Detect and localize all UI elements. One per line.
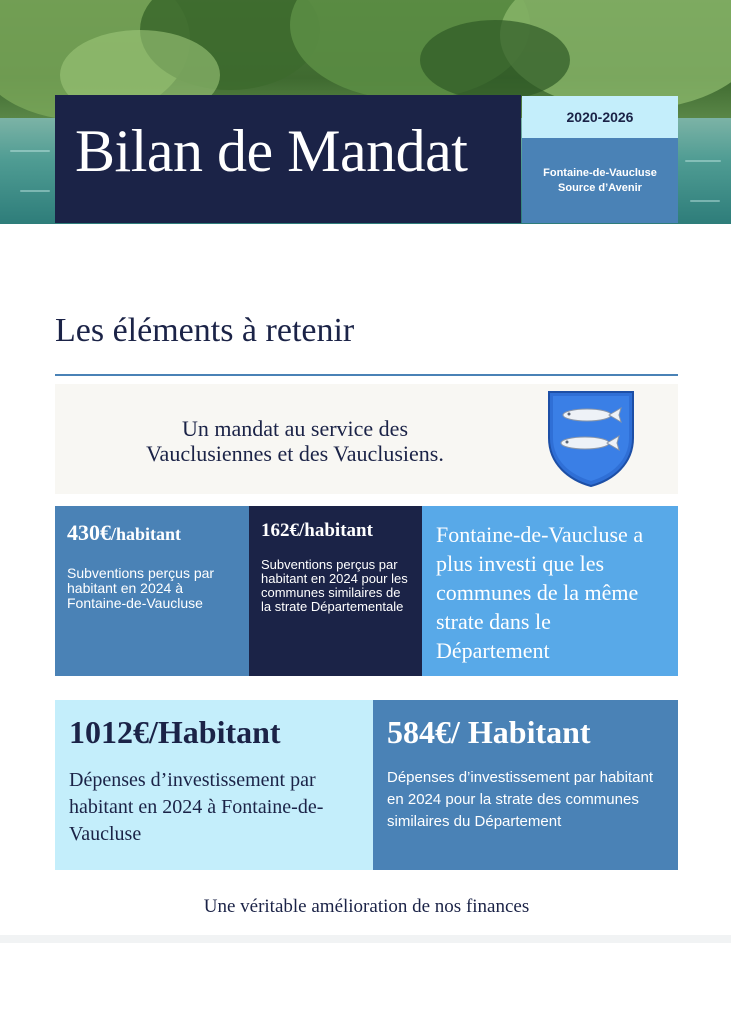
stat-card-subsidies-strate bbox=[249, 506, 422, 676]
footer-tagline: Une véritable amélioration de nos finances bbox=[203, 896, 530, 917]
stat-card-investment-town bbox=[55, 700, 373, 870]
stat-value: 162€/habitant bbox=[261, 520, 373, 541]
page-title: Bilan de Mandat bbox=[75, 118, 468, 184]
section-title: Les éléments à retenir bbox=[55, 312, 355, 349]
statement-card bbox=[422, 506, 678, 676]
stat-value: 1012€/Habitant bbox=[69, 714, 281, 750]
stat-amount: 430€ bbox=[67, 520, 111, 545]
town-slogan: Source d’Avenir bbox=[558, 181, 642, 194]
stat-value: 584€/ Habitant bbox=[387, 714, 591, 750]
title-banner bbox=[55, 95, 521, 223]
stat-description: Dépenses d’investissement par habitant en 2024 pour la strate des communes similaires du Département bbox=[387, 769, 653, 830]
shield-with-two-fish-icon bbox=[545, 388, 637, 488]
stat-card-subsidies-town bbox=[55, 506, 249, 676]
intro-text bbox=[85, 416, 505, 466]
section-divider bbox=[55, 374, 678, 376]
page-bottom-divider bbox=[0, 935, 731, 943]
stat-value bbox=[67, 520, 237, 546]
intro-line-2: Vauclusiennes et des Vauclusiens. bbox=[146, 441, 444, 466]
mandate-years: 2020-2026 bbox=[522, 96, 678, 138]
stat-unit: /habitant bbox=[111, 524, 182, 544]
stat-card-investment-strate bbox=[373, 700, 678, 870]
stat-description: Dépenses d’investissement par habitant en 2024 à Fontaine-de-Vaucluse bbox=[69, 769, 324, 845]
town-badge bbox=[522, 138, 678, 223]
statement-text: Fontaine-de-Vaucluse a plus investi que les communes de la même strate dans le Département bbox=[436, 522, 644, 663]
stat-description: Subventions perçus par habitant en 2024 pour les communes similaires de la strate Départementale bbox=[261, 557, 408, 614]
intro-line-1: Un mandat au service des bbox=[181, 416, 409, 441]
stat-description: Subventions perçus par habitant en 2024 à Fontaine-de-Vaucluse bbox=[67, 565, 215, 611]
intro-band bbox=[55, 384, 678, 494]
town-name: Fontaine-de-Vaucluse bbox=[543, 166, 657, 179]
